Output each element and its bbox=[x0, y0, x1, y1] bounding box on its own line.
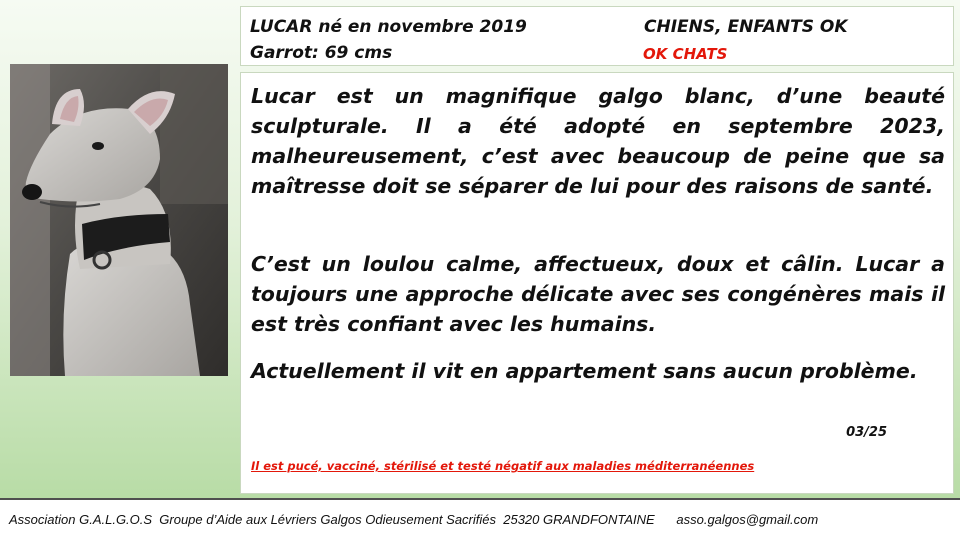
health-status-note: Il est pucé, vacciné, stérilisé et testé négatif aux maladies méditerranéennes bbox=[251, 459, 755, 473]
date-label: 03/25 bbox=[846, 425, 887, 440]
association-info: Association G.A.L.G.O.S Groupe d’Aide aux Lévriers Galgos Odieusement Sacrifiés 25320 GRANDFONTAINE bbox=[9, 512, 655, 527]
dog-photo bbox=[10, 64, 228, 376]
garrot-height: Garrot: 69 cms bbox=[250, 43, 393, 63]
footer bbox=[9, 512, 818, 527]
description-paragraph: C’est un loulou calme, affectueux, doux et câlin. Lucar a toujours une approche délicate avec ses congénères mais il est très confiant avec les humains. bbox=[251, 252, 945, 336]
compat-dogs-kids: CHIENS, ENFANTS OK bbox=[644, 17, 848, 37]
description-paragraph: Actuellement il vit en appartement sans aucun problème. bbox=[251, 359, 918, 383]
dog-name-birth: LUCAR né en novembre 2019 bbox=[250, 17, 527, 37]
header-panel bbox=[240, 6, 954, 66]
compat-cats: OK CHATS bbox=[643, 45, 728, 63]
contact-email[interactable]: asso.galgos@gmail.com bbox=[676, 512, 819, 527]
footer-divider bbox=[0, 498, 960, 500]
description-paragraph: Lucar est un magnifique galgo blanc, d’une beauté sculpturale. Il a été adopté en septembre 2023, malheureusement, c’est avec beaucoup de peine que sa maîtresse doit se séparer de lui pour des raisons de santé. bbox=[251, 84, 945, 198]
description-panel bbox=[240, 72, 954, 494]
